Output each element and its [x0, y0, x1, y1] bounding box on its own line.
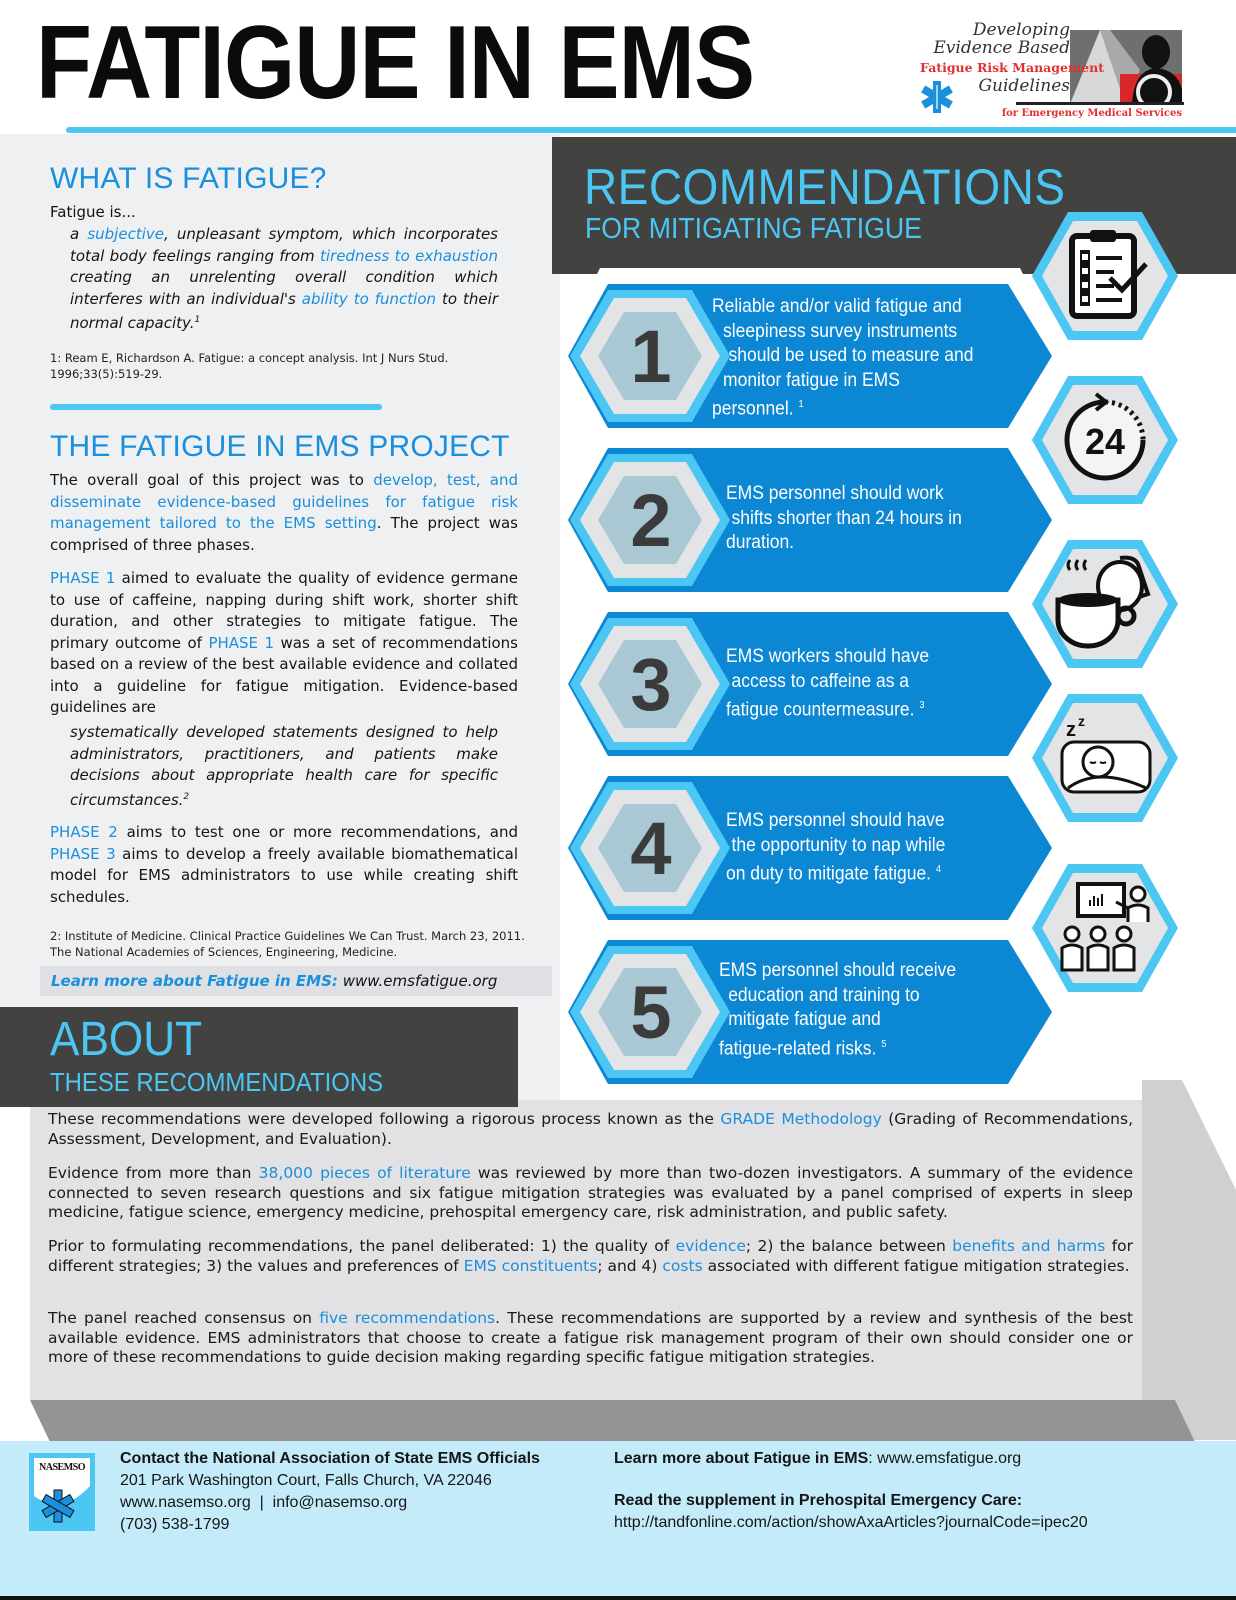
- learn-more-label: Learn more about Fatigue in EMS:: [51, 972, 338, 990]
- learn-more-label: Learn more about Fatigue in EMS: [614, 1450, 869, 1467]
- logo-line-4: Guidelines: [978, 76, 1070, 96]
- phase-1-paragraph: PHASE 1 aimed to evaluate the quality of evidence germane to use of caffeine, napping during shift work, shorter shift duration, and other strategies to mitigate fatigue. The primary outcome of PHASE 1 was a set of recommendations based on a review of the best available evidence and collated into a guideline for fatigue mitigation. Evidence-based guidelines are: [50, 569, 518, 716]
- contact-title: Contact the National Association of State EMS Officials: [120, 1450, 540, 1467]
- learn-more-link[interactable]: : www.emsfatigue.org: [868, 1450, 1022, 1467]
- recommendation-3: [568, 612, 1054, 756]
- five-recommendations-highlight: five recommendations: [319, 1309, 496, 1327]
- footer-bottom-rule: [0, 1596, 1236, 1600]
- recommendation-text: EMS personnel should work shifts shorter than 24 hours in duration.: [726, 483, 962, 553]
- recommendation-2: [568, 448, 1054, 592]
- phase-1-label: PHASE 1: [50, 569, 116, 587]
- svg-text:z: z: [1078, 713, 1085, 729]
- highlight-subjective: subjective: [87, 225, 164, 243]
- recommendation-1: [568, 284, 1054, 428]
- star-of-life-icon: [34, 1476, 90, 1526]
- nasemso-logo-text: NASEMSO: [39, 1462, 85, 1473]
- section-divider: [50, 404, 382, 410]
- contact-info: [120, 1448, 540, 1536]
- svg-text:z: z: [1066, 719, 1076, 741]
- fatigue-intro: Fatigue is...: [50, 203, 136, 221]
- recommendation-text: Reliable and/or valid fatigue and sleepiness survey instruments should be used to measure and monitor fatigue in EMS personnel. $^1$: [712, 296, 974, 420]
- logo-rule: [1016, 102, 1184, 105]
- logo-line-5: for Emergency Medical Services: [1001, 108, 1182, 119]
- fatigue-definition: a subjective, unpleasant symptom, which incorporates total body feelings ranging from tiredness to exhaustion creating an unrelenting overall condition which interferes with an individual's ability to function to their normal capacity.$^1$: [70, 225, 498, 332]
- 24-hour-clock-icon: [1030, 374, 1180, 506]
- learn-more-link[interactable]: www.emsfatigue.org: [342, 972, 498, 990]
- contact-address: 201 Park Washington Court, Falls Church, VA 22046: [120, 1472, 492, 1489]
- highlight-tiredness: tiredness to exhaustion: [319, 246, 498, 265]
- highlight-ability: ability to function: [301, 289, 437, 308]
- nasemso-logo: [29, 1453, 95, 1531]
- supplement-link[interactable]: http://tandfonline.com/action/showAxaArticles?journalCode=ipec20: [614, 1514, 1088, 1531]
- reference-mark: 1: [194, 315, 201, 325]
- sleeping-person-icon: [1030, 692, 1180, 824]
- project-logo: [920, 14, 1210, 122]
- project-goal-paragraph: The overall goal of this project was to develop, test, and disseminate evidence-based guidelines for fatigue risk management tailored to the EMS setting. The project was comprised of three phases.: [50, 471, 518, 554]
- about-side-bevel: [1142, 1080, 1236, 1440]
- logo-line-3: Fatigue Risk Management: [920, 60, 1104, 75]
- phase-3-label: PHASE 3: [50, 844, 116, 863]
- about-paragraph-consensus: The panel reached consensus on five recommendations. These recommendations are supported by a review and synthesis of the best available evidence. EMS administrators that choose to create a fatigue risk management program of their own should consider one or more of these recommendations to guide decision making regarding specific fatigue mitigation strategies.: [48, 1309, 1133, 1366]
- phase-2-label: PHASE 2: [50, 823, 118, 841]
- about-paragraph-evidence: Evidence from more than 38,000 pieces of literature was reviewed by more than two-dozen investigators. A summary of the evidence connected to seven research questions and six fatigue mitigation strategies was evaluated by a panel comprised of experts in sleep medicine, fatigue science, emergency medicine, prehospital emergency care, risk administration, and public safety.: [48, 1164, 1133, 1221]
- learn-more-strip: [40, 966, 552, 996]
- contact-web-email[interactable]: www.nasemso.org | info@nasemso.org: [120, 1494, 408, 1511]
- about-heading: ABOUT: [50, 1013, 203, 1066]
- recommendation-text: EMS workers should have access to caffeine as a fatigue countermeasure. $^3$: [726, 646, 930, 721]
- reference-2: 2: Institute of Medicine. Clinical Practice Guidelines We Can Trust. March 23, 2011. The National Academies of Sciences, Engineering, Medicine.: [50, 929, 525, 959]
- recommendation-number: 1: [630, 314, 672, 398]
- logo-line-2: Evidence Based: [933, 38, 1070, 58]
- coffee-icon: [1030, 538, 1180, 670]
- star-of-life-icon: [920, 80, 954, 114]
- recommendation-text: EMS personnel should receive education and training to mitigate fatigue and fatigue-related risks. $^5$: [719, 960, 957, 1059]
- phase-1-label: PHASE 1: [208, 633, 275, 652]
- more-info: [614, 1448, 1088, 1534]
- about-subheading: THESE RECOMMENDATIONS: [50, 1067, 384, 1097]
- header: [0, 0, 1236, 134]
- recommendation-4: [568, 776, 1054, 920]
- supplement-label: Read the supplement in Prehospital Emergency Care:: [614, 1492, 1023, 1509]
- recommendations-subheading: FOR MITIGATING FATIGUE: [585, 213, 922, 245]
- about-paragraph-grade: These recommendations were developed following a rigorous process known as the GRADE Methodology (Grading of Recommendations, Assessment, Development, and Evaluation).: [48, 1110, 1133, 1148]
- about-paragraph-deliberation: Prior to formulating recommendations, the panel deliberated: 1) the quality of evidence; 2) the balance between benefits and harms for different strategies; 3) the values and preferences of EMS constituents; and 4) costs associated with different fatigue mitigation strategies.: [48, 1237, 1134, 1275]
- svg-text:24: 24: [1084, 421, 1126, 462]
- guidelines-definition: systematically developed statements designed to help administrators, practitioners, and patients make decisions about appropriate health care for specific circumstances.$^2$: [70, 723, 498, 809]
- grade-methodology-highlight: GRADE Methodology: [720, 1110, 882, 1128]
- reference-1: 1: Ream E, Richardson A. Fatigue: a concept analysis. Int J Nurs Stud. 1996;33(5):519-29.: [50, 351, 449, 381]
- about-bottom-bevel: [0, 1400, 1236, 1442]
- literature-count-highlight: 38,000 pieces of literature: [258, 1164, 471, 1182]
- recommendation-number: 2: [630, 478, 672, 562]
- logo-line-1: Developing: [972, 20, 1070, 40]
- project-goal-highlight: develop, test, and disseminate evidence-based guidelines for fatigue risk management tailored to the EMS setting: [50, 471, 518, 532]
- clipboard-checklist-icon: [1030, 210, 1180, 342]
- training-presentation-icon: [1030, 862, 1180, 994]
- reference-mark: 2: [183, 791, 190, 802]
- recommendation-number: 3: [630, 642, 672, 726]
- phase-2-3-paragraph: PHASE 2 aims to test one or more recommendations, and PHASE 3 aims to develop a freely available biomathematical model for EMS administrators to use while creating shift schedules.: [50, 823, 518, 906]
- project-heading: THE FATIGUE IN EMS PROJECT: [50, 430, 510, 463]
- page-title: FATIGUE IN EMS: [36, 5, 755, 121]
- what-is-fatigue-heading: WHAT IS FATIGUE?: [50, 162, 327, 195]
- recommendation-5: [568, 940, 1054, 1084]
- recommendations-heading: RECOMMENDATIONS: [584, 159, 1066, 215]
- recommendation-number: 5: [630, 970, 672, 1054]
- header-divider: [66, 127, 1236, 133]
- recommendation-number: 4: [630, 806, 672, 890]
- recommendation-text: EMS personnel should have the opportunity to nap while on duty to mitigate fatigue. $^4$: [726, 810, 946, 885]
- contact-phone: (703) 538-1799: [120, 1516, 230, 1533]
